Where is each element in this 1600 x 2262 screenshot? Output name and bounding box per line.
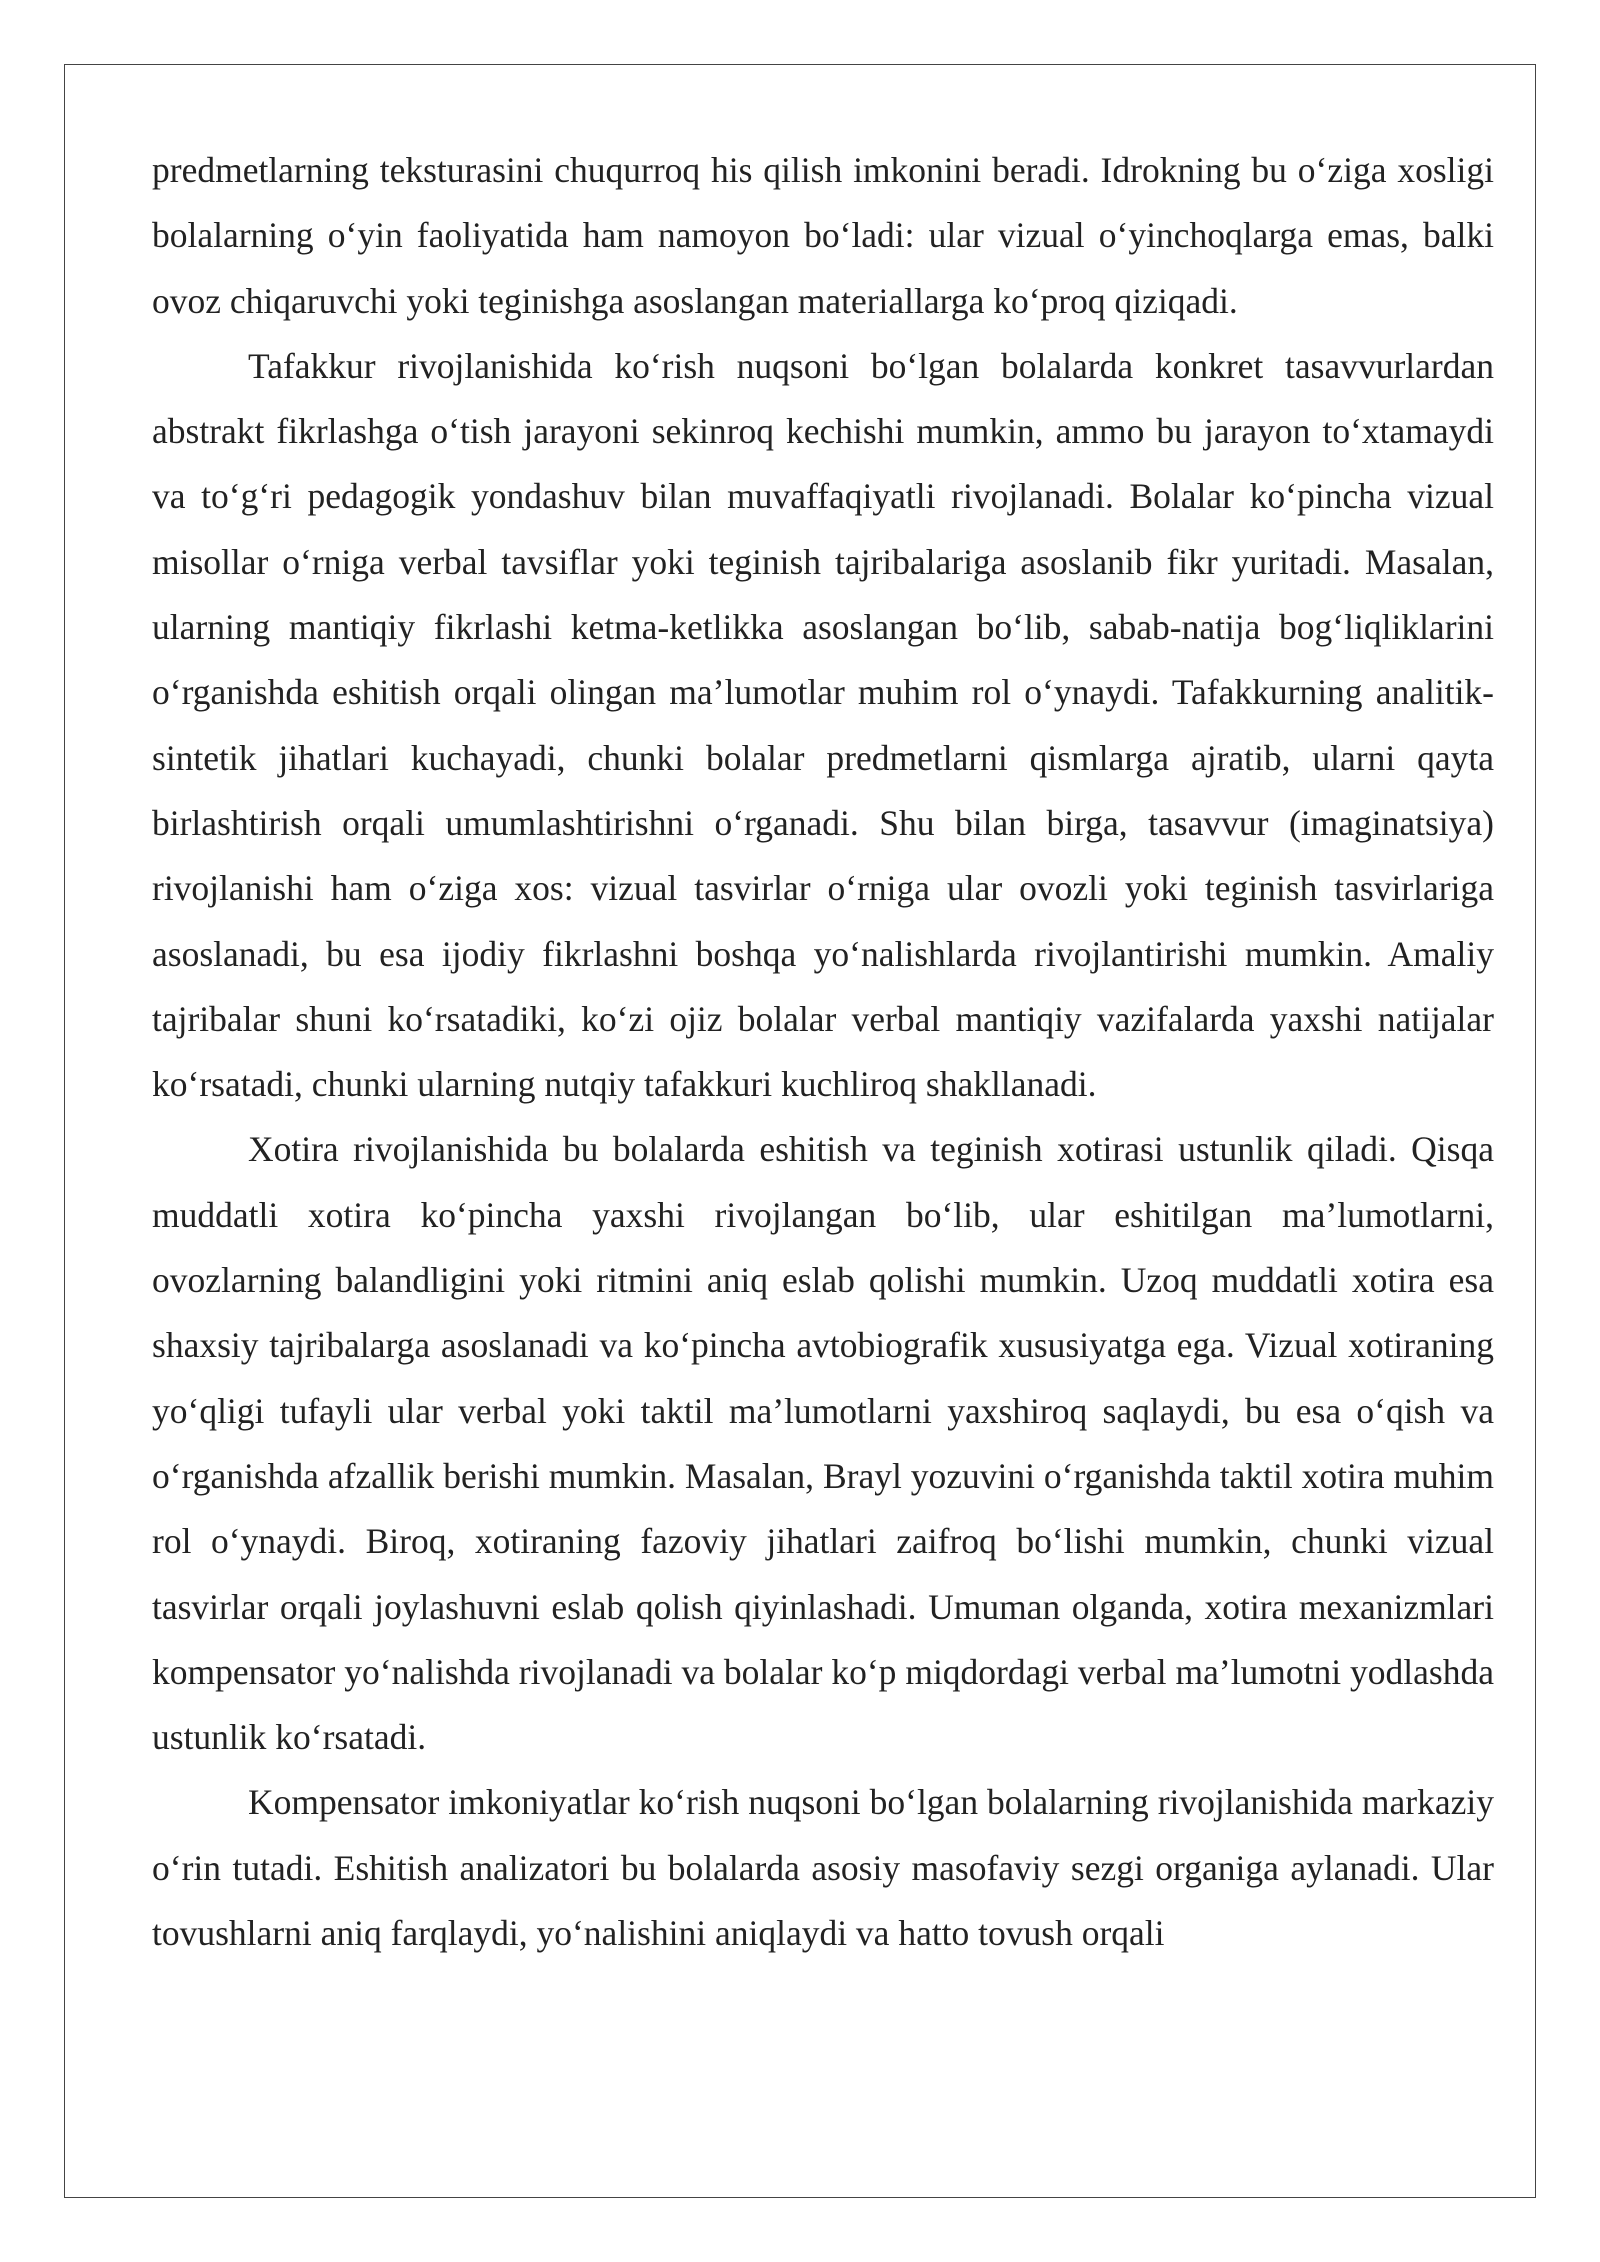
paragraph-1: predmetlarning teksturasini chuqurroq his qilish imkonini beradi. Idrokning bu o‘ziga xosligi bolalarning o‘yin faoliyatida ham namoyon bo‘ladi: ular vizual o‘yinchoqlarga emas, balki ovoz chiqaruvchi yoki teginishga asoslangan materiallarga ko‘proq qiziqadi. <box>152 150 1494 321</box>
document-body <box>152 138 1494 1966</box>
paragraph-4: Kompensator imkoniyatlar ko‘rish nuqsoni bo‘lgan bolalarning rivojlanishida markaziy o‘rin tutadi. Eshitish analizatori bu bolalarda asosiy masofaviy sezgi organiga aylanadi. Ular tovushlarni aniq farqlaydi, yo‘nalishini aniqlaydi va hatto tovush orqali <box>152 1782 1494 1954</box>
paragraph-2: Tafakkur rivojlanishida ko‘rish nuqsoni bo‘lgan bolalarda konkret tasavvurlardan abstrakt fikrlashga o‘tish jarayoni sekinroq kechishi mumkin, ammo bu jarayon to‘xtamaydi va to‘g‘ri pedagogik yondashuv bilan muvaffaqiyatli rivojlanadi. Bolalar ko‘pincha vizual misollar o‘rniga verbal tavsiflar yoki teginish tajribalariga asoslanib fikr yuritadi. Masalan, ularning mantiqiy fikrlashi ketma-ketlikka asoslangan bo‘lib, sabab-natija bog‘liqliklarini o‘rganishda eshitish orqali olingan ma’lumotlar muhim rol o‘ynaydi. Tafakkurning analitik-sintetik jihatlari kuchayadi, chunki bolalar predmetlarni qismlarga ajratib, ularni qayta birlashtirish orqali umumlashtirishni o‘rganadi. Shu bilan birga, tasavvur (imaginatsiya) rivojlanishi ham o‘ziga xos: vizual tasvirlar o‘rniga ular ovozli yoki teginish tasvirlariga asoslanadi, bu esa ijodiy fikrlashni boshqa yo‘nalishlarda rivojlantirishi mumkin. Amaliy tajribalar shuni ko‘rsatadiki, ko‘zi ojiz bolalar verbal mantiqiy vazifalarda yaxshi natijalar ko‘rsatadi, chunki ularning nutqiy tafakkuri kuchliroq shakllanadi. <box>152 345 1494 1105</box>
paragraph-3: Xotira rivojlanishida bu bolalarda eshitish va teginish xotirasi ustunlik qiladi. Qisqa muddatli xotira ko‘pincha yaxshi rivojlangan bo‘lib, ular eshitilgan ma’lumotlarni, ovozlarning balandligini yoki ritmini aniq eslab qolishi mumkin. Uzoq muddatli xotira esa shaxsiy tajribalarga asoslanadi va ko‘pincha avtobiografik xususiyatga ega. Vizual xotiraning yo‘qligi tufayli ular verbal yoki taktil ma’lumotlarni yaxshiroq saqlaydi, bu esa o‘qish va o‘rganishda afzallik berishi mumkin. Masalan, Brayl yozuvini o‘rganishda taktil xotira muhim rol o‘ynaydi. Biroq, xotiraning fazoviy jihatlari zaifroq bo‘lishi mumkin, chunki vizual tasvirlar orqali joylashuvni eslab qolish qiyinlashadi. Umuman olganda, xotira mexanizmlari kompensator yo‘nalishda rivojlanadi va bolalar ko‘p miqdordagi verbal ma’lumotni yodlashda ustunlik ko‘rsatadi. <box>152 1129 1494 1758</box>
